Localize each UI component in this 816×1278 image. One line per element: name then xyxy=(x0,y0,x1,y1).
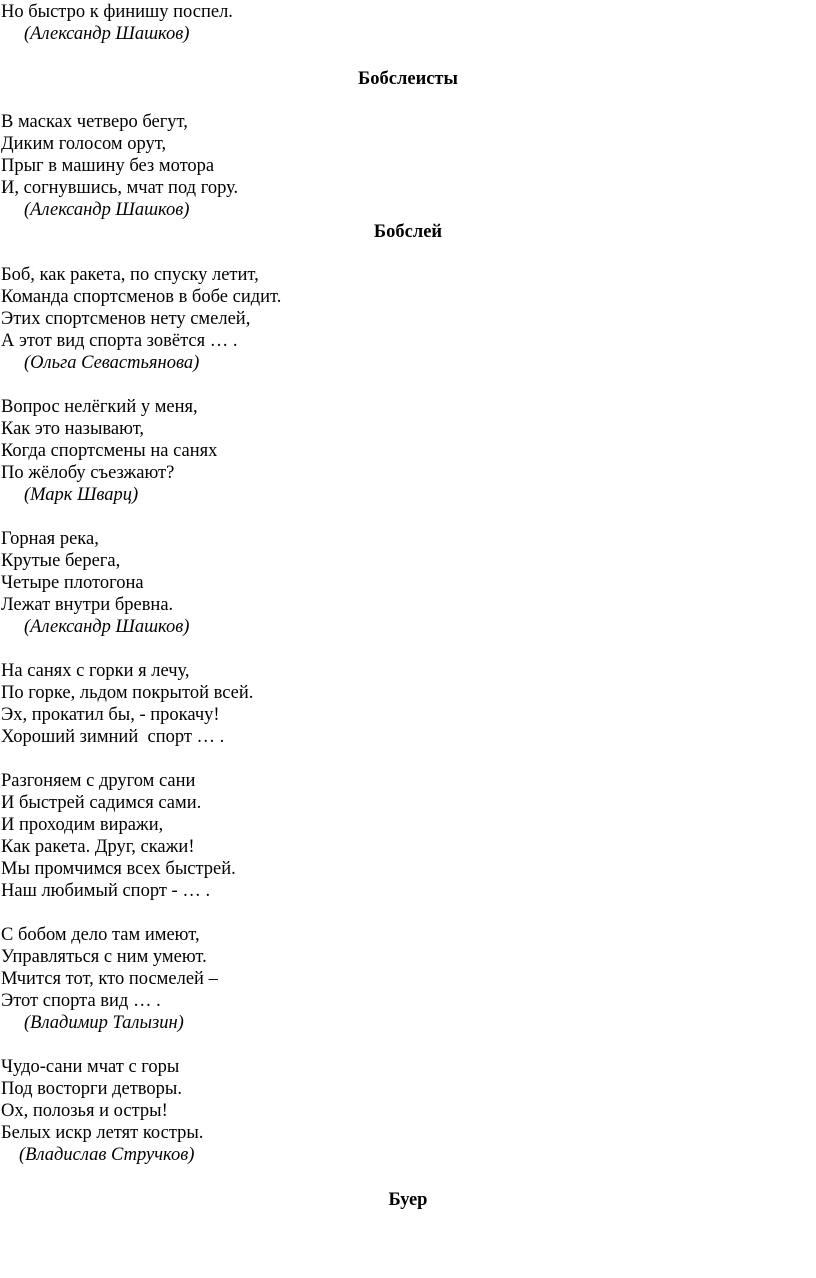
poem-line: Белых искр летят костры. xyxy=(1,1123,204,1143)
poem-line: В масках четверо бегут, xyxy=(1,112,188,132)
poem-line: По горке, льдом покрытой всей. xyxy=(1,683,254,703)
section-heading: Бобслей xyxy=(373,222,443,242)
poem-line: Диким голосом орут, xyxy=(1,134,167,154)
poem-line: Чудо-сани мчат с горы xyxy=(1,1057,180,1077)
poem-line: Мы промчимся всех быстрей. xyxy=(1,859,236,879)
poem-line: Наш любимый спорт - … . xyxy=(1,881,211,901)
poem-line: Когда спортсмены на санях xyxy=(1,441,218,461)
poem-line: Боб, как ракета, по спуску летит, xyxy=(1,265,259,285)
poem-line: Но быстро к финишу поспел. xyxy=(1,2,233,22)
poem-line: Горная река, xyxy=(1,529,99,549)
poem-line: Этот спорта вид … . xyxy=(1,991,161,1011)
poem-line: На санях с горки я лечу, xyxy=(1,661,190,681)
poem-author: (Ольга Севастьянова) xyxy=(24,353,200,373)
section-heading: Буер xyxy=(388,1190,428,1210)
poem-author: (Владислав Стручков) xyxy=(19,1145,195,1165)
poem-line: Лежат внутри бревна. xyxy=(1,595,174,615)
poem-line: Эх, прокатил бы, - прокачу! xyxy=(1,705,220,725)
poem-line: С бобом дело там имеют, xyxy=(1,925,200,945)
poem-line: Управляться с ним умеют. xyxy=(1,947,207,967)
poem-line: Под восторги детворы. xyxy=(1,1079,182,1099)
poem-line: Команда спортсменов в бобе сидит. xyxy=(1,287,282,307)
poem-line: И проходим виражи, xyxy=(1,815,164,835)
poem-line: Крутые берега, xyxy=(1,551,121,571)
poem-author: (Марк Шварц) xyxy=(24,485,139,505)
poem-line: Разгоняем с другом сани xyxy=(1,771,196,791)
poem-line: Этих спортсменов нету смелей, xyxy=(1,309,251,329)
poem-line: Прыг в машину без мотора xyxy=(1,156,215,176)
poem-line: Как это называют, xyxy=(1,419,145,439)
poem-line: Мчится тот, кто посмелей – xyxy=(1,969,218,989)
poem-line: Хороший зимний спорт … . xyxy=(1,727,225,747)
poem-line: Четыре плотогона xyxy=(1,573,144,593)
poem-line: И быстрей садимся сами. xyxy=(1,793,202,813)
poem-line: Ох, полозья и остры! xyxy=(1,1101,168,1121)
poem-author: (Александр Шашков) xyxy=(24,200,190,220)
poem-line: И, согнувшись, мчат под гору. xyxy=(1,178,239,198)
poem-author: (Александр Шашков) xyxy=(24,617,190,637)
poem-author: (Владимир Талызин) xyxy=(24,1013,184,1033)
poem-author: (Александр Шашков) xyxy=(24,24,190,44)
section-heading: Бобслеисты xyxy=(358,69,458,89)
poem-line: Как ракета. Друг, скажи! xyxy=(1,837,195,857)
poem-line: А этот вид спорта зовётся … . xyxy=(1,331,238,351)
poem-line: По жёлобу съезжают? xyxy=(1,463,175,483)
poem-line: Вопрос нелёгкий у меня, xyxy=(1,397,198,417)
